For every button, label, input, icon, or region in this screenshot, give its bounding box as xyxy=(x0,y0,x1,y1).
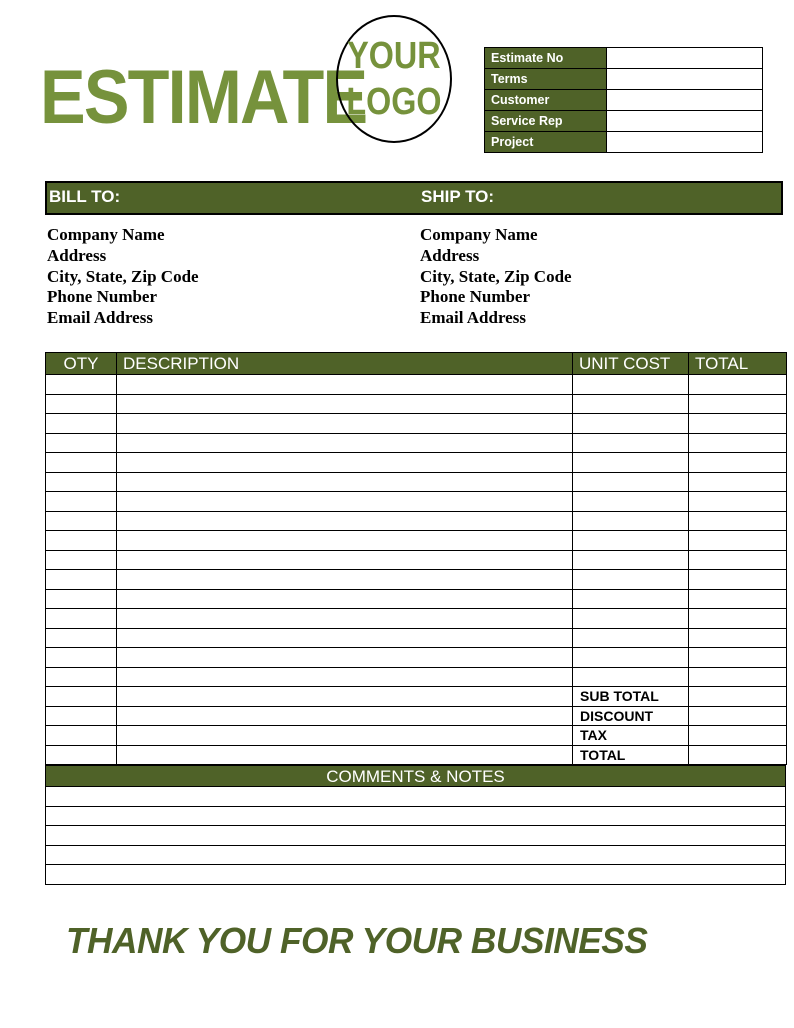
unit-cost-cell[interactable] xyxy=(573,589,689,609)
description-cell[interactable] xyxy=(117,726,573,746)
ship-to-company[interactable]: Company Name xyxy=(420,225,538,244)
unit-cost-cell[interactable] xyxy=(573,628,689,648)
summary-value[interactable] xyxy=(689,745,787,765)
summary-value[interactable] xyxy=(689,706,787,726)
qty-cell[interactable] xyxy=(46,414,117,434)
summary-value[interactable] xyxy=(689,687,787,707)
estimate-meta-table xyxy=(484,47,763,153)
qty-cell[interactable] xyxy=(46,394,117,414)
description-cell[interactable] xyxy=(117,609,573,629)
ship-to-address xyxy=(420,225,572,329)
qty-cell[interactable] xyxy=(46,433,117,453)
bill-to-city-state-zip[interactable]: City, State, Zip Code xyxy=(47,266,199,286)
bill-to-email[interactable]: Email Address xyxy=(47,308,153,328)
description-cell[interactable] xyxy=(117,375,573,395)
document-title: ESTIMATE xyxy=(40,55,367,140)
qty-cell[interactable] xyxy=(46,706,117,726)
description-cell[interactable] xyxy=(117,492,573,512)
qty-cell[interactable] xyxy=(46,375,117,395)
summary-label: TAX xyxy=(573,726,689,746)
summary-label: DISCOUNT xyxy=(573,706,689,726)
comment-line xyxy=(46,845,786,865)
total-cell[interactable] xyxy=(689,492,787,512)
line-items-table xyxy=(45,352,787,765)
comment-line xyxy=(46,826,786,846)
total-column-header: TOTAL xyxy=(689,353,787,375)
qty-column-header: OTY xyxy=(46,353,117,375)
meta-row-service-rep xyxy=(485,111,763,132)
meta-row-terms xyxy=(485,69,763,90)
thank-you-footer: THANK YOU FOR YOUR BUSINESS xyxy=(66,920,648,961)
total-cell[interactable] xyxy=(689,589,787,609)
logo-line-1: YOUR xyxy=(347,35,441,77)
ship-to-city-state-zip[interactable]: City, State, Zip Code xyxy=(420,266,572,286)
comment-line-field[interactable] xyxy=(46,845,786,865)
description-column-header: DESCRIPTION xyxy=(117,353,573,375)
table-row xyxy=(46,414,787,434)
qty-cell[interactable] xyxy=(46,628,117,648)
qty-cell[interactable] xyxy=(46,570,117,590)
description-cell[interactable] xyxy=(117,687,573,707)
table-row xyxy=(46,375,787,395)
line-items-body xyxy=(46,375,787,765)
comments-heading: COMMENTS & NOTES xyxy=(45,765,786,787)
total-cell[interactable] xyxy=(689,550,787,570)
summary-row xyxy=(46,726,787,746)
table-row xyxy=(46,667,787,687)
qty-cell[interactable] xyxy=(46,492,117,512)
bill-to-company[interactable]: Company Name xyxy=(47,225,165,244)
total-cell[interactable] xyxy=(689,433,787,453)
bill-to-address xyxy=(47,225,199,329)
logo-placeholder xyxy=(336,15,452,143)
comment-line-field[interactable] xyxy=(46,806,786,826)
bill-ship-header-bar xyxy=(45,181,783,215)
total-cell[interactable] xyxy=(689,667,787,687)
table-row xyxy=(46,511,787,531)
bill-to-phone[interactable]: Phone Number xyxy=(47,287,158,307)
unit-cost-column-header: UNIT COST xyxy=(573,353,689,375)
project-field[interactable] xyxy=(607,132,763,153)
meta-row-customer xyxy=(485,90,763,111)
total-cell[interactable] xyxy=(689,414,787,434)
unit-cost-cell[interactable] xyxy=(573,648,689,668)
table-row xyxy=(46,550,787,570)
ship-to-email[interactable]: Email Address xyxy=(420,308,526,328)
unit-cost-cell[interactable] xyxy=(573,472,689,492)
meta-label: Estimate No xyxy=(485,48,607,69)
comment-line xyxy=(46,865,786,885)
table-row xyxy=(46,453,787,473)
description-cell[interactable] xyxy=(117,667,573,687)
meta-row-project xyxy=(485,132,763,153)
table-row xyxy=(46,394,787,414)
table-row xyxy=(46,492,787,512)
description-cell[interactable] xyxy=(117,628,573,648)
unit-cost-cell[interactable] xyxy=(573,433,689,453)
qty-cell[interactable] xyxy=(46,472,117,492)
unit-cost-cell[interactable] xyxy=(573,609,689,629)
qty-cell[interactable] xyxy=(46,687,117,707)
meta-label: Terms xyxy=(485,69,607,90)
total-cell[interactable] xyxy=(689,609,787,629)
qty-cell[interactable] xyxy=(46,550,117,570)
table-row xyxy=(46,648,787,668)
total-cell[interactable] xyxy=(689,472,787,492)
estimate-no-field[interactable] xyxy=(607,48,763,69)
customer-field[interactable] xyxy=(607,90,763,111)
total-cell[interactable] xyxy=(689,648,787,668)
meta-row-estimate-no xyxy=(485,48,763,69)
description-cell[interactable] xyxy=(117,589,573,609)
unit-cost-cell[interactable] xyxy=(573,570,689,590)
comments-table xyxy=(45,786,786,885)
summary-label: TOTAL xyxy=(573,745,689,765)
table-row xyxy=(46,531,787,551)
comment-line xyxy=(46,806,786,826)
description-cell[interactable] xyxy=(117,531,573,551)
unit-cost-cell[interactable] xyxy=(573,492,689,512)
total-cell[interactable] xyxy=(689,628,787,648)
description-cell[interactable] xyxy=(117,648,573,668)
summary-row xyxy=(46,706,787,726)
summary-row xyxy=(46,745,787,765)
unit-cost-cell[interactable] xyxy=(573,667,689,687)
description-cell[interactable] xyxy=(117,433,573,453)
ship-to-address-line[interactable]: Address xyxy=(420,245,480,265)
total-cell[interactable] xyxy=(689,511,787,531)
summary-label: SUB TOTAL xyxy=(573,687,689,707)
bill-to-heading: BILL TO: xyxy=(49,187,121,206)
table-row xyxy=(46,433,787,453)
logo-line-2: LOGO xyxy=(346,81,442,123)
table-row xyxy=(46,628,787,648)
unit-cost-cell[interactable] xyxy=(573,550,689,570)
description-cell[interactable] xyxy=(117,414,573,434)
table-row xyxy=(46,589,787,609)
description-cell[interactable] xyxy=(117,511,573,531)
unit-cost-cell[interactable] xyxy=(573,394,689,414)
ship-to-heading: SHIP TO: xyxy=(421,187,495,206)
unit-cost-cell[interactable] xyxy=(573,511,689,531)
qty-cell[interactable] xyxy=(46,745,117,765)
qty-cell[interactable] xyxy=(46,609,117,629)
total-cell[interactable] xyxy=(689,531,787,551)
qty-cell[interactable] xyxy=(46,589,117,609)
qty-cell[interactable] xyxy=(46,667,117,687)
comment-line-field[interactable] xyxy=(46,826,786,846)
description-cell[interactable] xyxy=(117,550,573,570)
table-row xyxy=(46,570,787,590)
comments-body xyxy=(46,787,786,885)
unit-cost-cell[interactable] xyxy=(573,531,689,551)
description-cell[interactable] xyxy=(117,706,573,726)
qty-cell[interactable] xyxy=(46,726,117,746)
qty-cell[interactable] xyxy=(46,648,117,668)
description-cell[interactable] xyxy=(117,472,573,492)
comment-line-field[interactable] xyxy=(46,865,786,885)
service-rep-field[interactable] xyxy=(607,111,763,132)
summary-value[interactable] xyxy=(689,726,787,746)
description-cell[interactable] xyxy=(117,453,573,473)
total-cell[interactable] xyxy=(689,394,787,414)
unit-cost-cell[interactable] xyxy=(573,453,689,473)
meta-label: Service Rep xyxy=(485,111,607,132)
total-cell[interactable] xyxy=(689,453,787,473)
line-items-header-row xyxy=(46,353,787,375)
unit-cost-cell[interactable] xyxy=(573,414,689,434)
total-cell[interactable] xyxy=(689,375,787,395)
bill-to-address-line[interactable]: Address xyxy=(47,245,107,265)
description-cell[interactable] xyxy=(117,745,573,765)
comment-line-field[interactable] xyxy=(46,787,786,807)
unit-cost-cell[interactable] xyxy=(573,375,689,395)
qty-cell[interactable] xyxy=(46,453,117,473)
qty-cell[interactable] xyxy=(46,511,117,531)
meta-label: Customer xyxy=(485,90,607,111)
ship-to-phone[interactable]: Phone Number xyxy=(420,287,531,307)
terms-field[interactable] xyxy=(607,69,763,90)
table-row xyxy=(46,472,787,492)
meta-label: Project xyxy=(485,132,607,153)
total-cell[interactable] xyxy=(689,570,787,590)
description-cell[interactable] xyxy=(117,394,573,414)
description-cell[interactable] xyxy=(117,570,573,590)
table-row xyxy=(46,609,787,629)
qty-cell[interactable] xyxy=(46,531,117,551)
comment-line xyxy=(46,787,786,807)
summary-row xyxy=(46,687,787,707)
